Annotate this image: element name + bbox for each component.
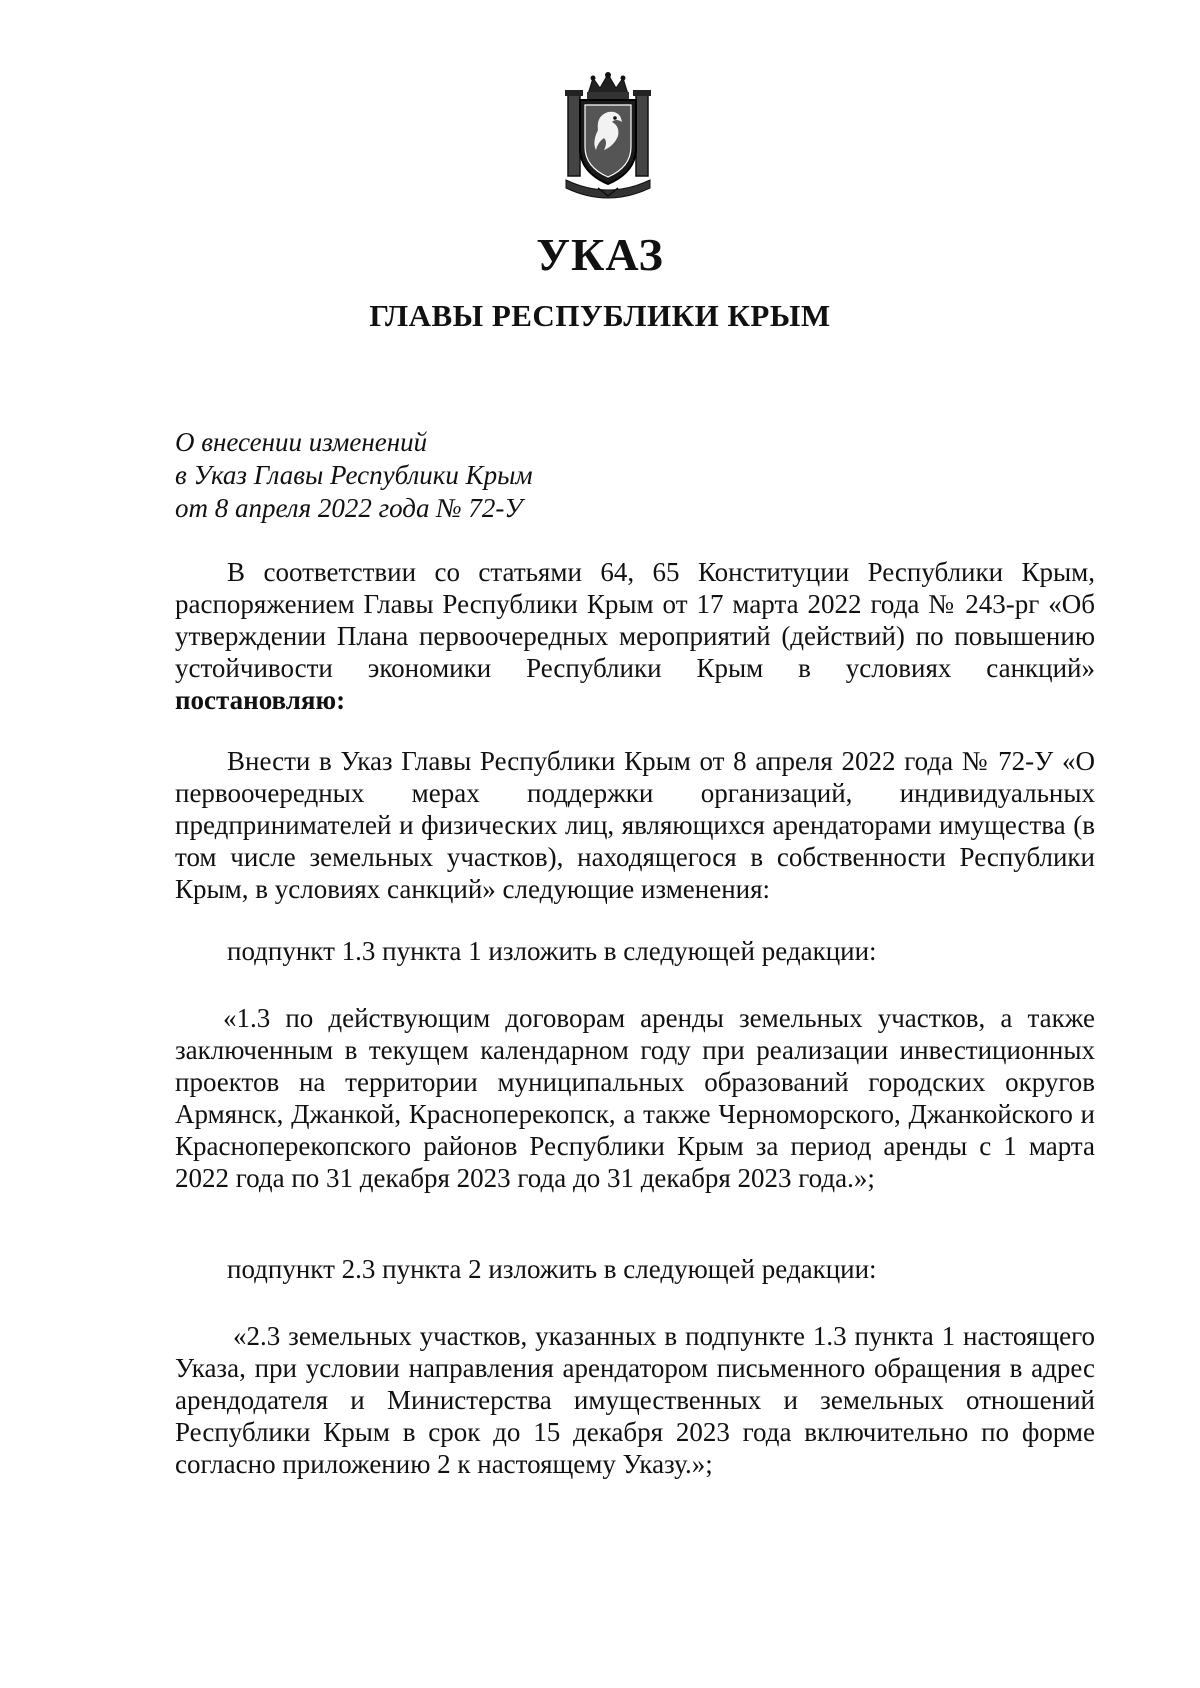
subject-line: от 8 апреля 2022 года № 72-У (175, 493, 523, 523)
preamble-text: В соответствии со статьями 64, 65 Конституции Республики Крым, распоряжением Главы Республики Крым от 17 марта 2022 года № 243-рг «Об утверждении Плана первоочередных мероприятий (действий) по повышению устойчивости экономики Республики Крым в условиях санкций» (175, 557, 1095, 683)
coat-of-arms-icon (560, 72, 656, 200)
subpoint-2-3-heading: подпункт 2.3 пункта 2 изложить в следующей редакции: (227, 1254, 877, 1284)
document-subtitle: ГЛАВЫ РЕСПУБЛИКИ КРЫМ (369, 298, 831, 333)
preamble-paragraph (175, 556, 1095, 716)
document-subject (175, 426, 533, 525)
subject-line: О внесении изменений (175, 427, 428, 457)
subpoint-1-3-heading: подпункт 1.3 пункта 1 изложить в следующей редакции: (227, 936, 877, 966)
document-title: УКАЗ (536, 229, 664, 280)
subpoint-2-3-text: «2.3 земельных участков, указанных в подпункте 1.3 пункта 1 настоящего Указа, при условии направления арендатором письменного обращения в адрес арендодателя и Министерства имущественных и земельных отношений Республики Крым в срок до 15 декабря 2023 года включительно по форме согласно приложению 2 к настоящему Указу.»; (175, 1321, 1095, 1479)
subpoint-1-3-text: «1.3 по действующим договорам аренды земельных участков, а также заключенным в текущем календарном году при реализации инвестиционных проектов на территории муниципальных образований городских округов Армянск, Джанкой, Красноперекопск, а также Черноморского, Джанкойского и Красноперекопского районов Республики Крым за период аренды с 1 марта 2022 года по 31 декабря 2023 года до 31 декабря 2023 года.»; (175, 1003, 1095, 1193)
amendment-intro-paragraph: Внести в Указ Главы Республики Крым от 8 апреля 2022 года № 72-У «О первоочередных мерах поддержки организаций, индивидуальных предпринимателей и физических лиц, являющихся арендаторами имущества (в том числе земельных участков), находящегося в собственности Республики Крым, в условиях санкций» следующие изменения: (175, 746, 1095, 904)
decree-keyword: постановляю: (175, 685, 346, 715)
subject-line: в Указ Главы Республики Крым (175, 460, 533, 490)
